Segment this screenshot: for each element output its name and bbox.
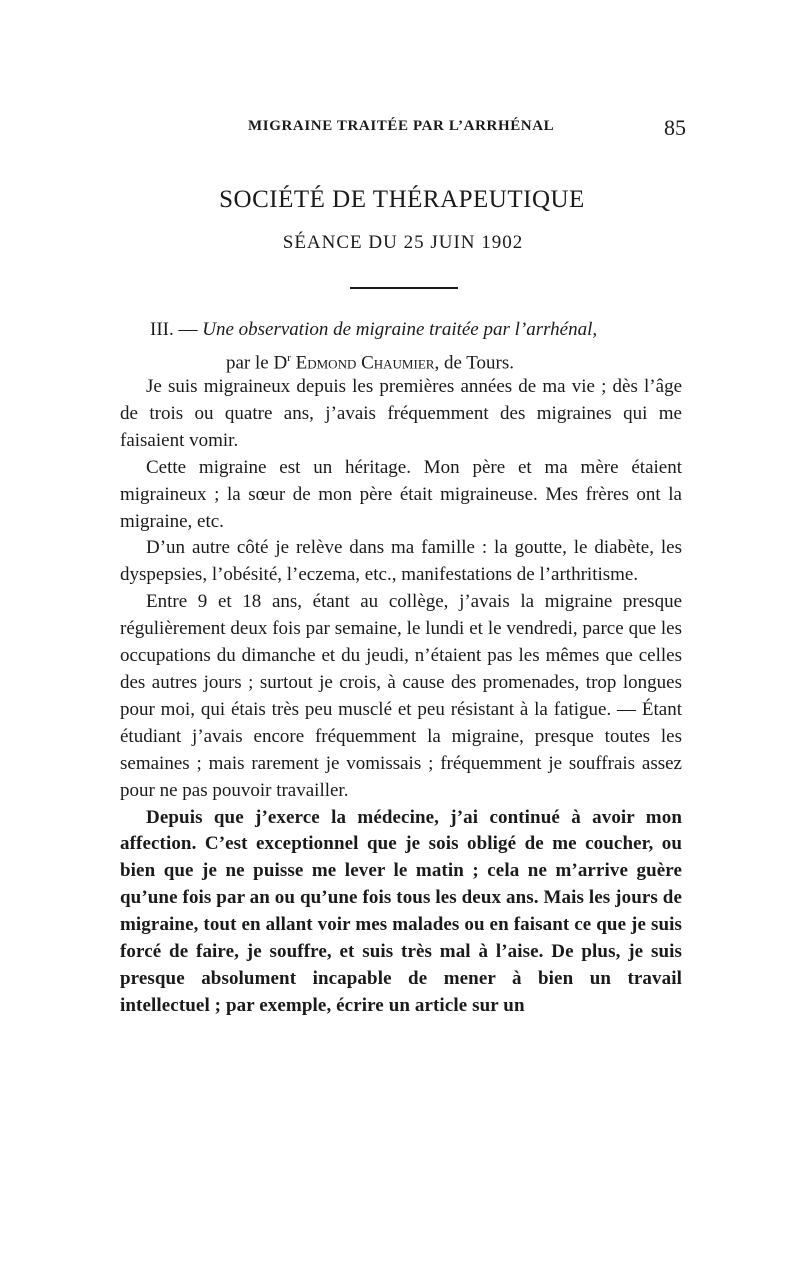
running-head [248,115,686,142]
author-name: Edmond Chaumier [290,352,435,374]
article-byline [150,344,690,377]
article-title-block [150,316,690,377]
byline-suffix: , de Tours. [434,352,515,374]
byline-prefix: par le D [226,352,288,374]
body-text [120,374,682,1020]
paragraph-4: Entre 9 et 18 ans, étant au collège, j’avais la migraine presque régulièrement deux fois par semaine, le lundi et le vendredi, parce que les occupations du dimanche et du jeudi, n’étaient pas les mêmes que celles des autres jours ; surtout je crois, à cause des promenades, trop longues pour moi, qui étais très peu musclé et peu résistant à la fatigue. — Étant étudiant j’avais encore fréquemment la migraine, presque toutes les semaines ; mais rarement je vomissais ; fréquemment je souffrais assez pour ne pas pouvoir travailler. [120,591,682,801]
paragraph-2: Cette migraine est un héritage. Mon père et ma mère étaient migraineux ; la sœur de mon père était migraineuse. Mes frères ont la migraine, etc. [120,456,682,532]
page-number: 85 [664,115,686,140]
society-heading: SOCIÉTÉ DE THÉRAPEUTIQUE [219,186,585,213]
section-divider [350,287,458,289]
session-heading: SÉANCE DU 25 JUIN 1902 [282,232,524,253]
article-number: III. — [150,319,203,340]
byline-superscript: r [287,352,291,364]
paragraph-3: D’un autre côté je relève dans ma famille : la goutte, le diabète, les dyspepsies, l’obésité, l’eczema, etc., manifestations de l’arthritisme. [120,537,682,586]
article-title: Une observation de migraine traitée par l’arrhénal, [202,319,598,340]
article-title-line [150,316,690,344]
paragraph-1: Je suis migraineux depuis les premières années de ma vie ; dès l’âge de trois ou quatre ans, j’avais fréquemment des migraines qui me faisaient vomir. [120,376,682,451]
paragraph-5: Depuis que j’exerce la médecine, j’ai continué à avoir mon affection. C’est exceptionnel que je sois obligé de me coucher, ou bien que je ne puisse me lever le matin ; cela ne m’arrive guère qu’une fois par an ou qu’une fois tous les deux ans. Mais les jours de migraine, tout en allant voir mes malades ou en faisant ce que je suis forcé de faire, je souffre, et suis très mal à l’aise. De plus, je suis presque absolument incapable de mener à bien un travail intellectuel ; par exemple, écrire un article sur un [120,806,682,1016]
running-title: MIGRAINE TRAITÉE PAR L’ARRHÉNAL [248,118,555,134]
